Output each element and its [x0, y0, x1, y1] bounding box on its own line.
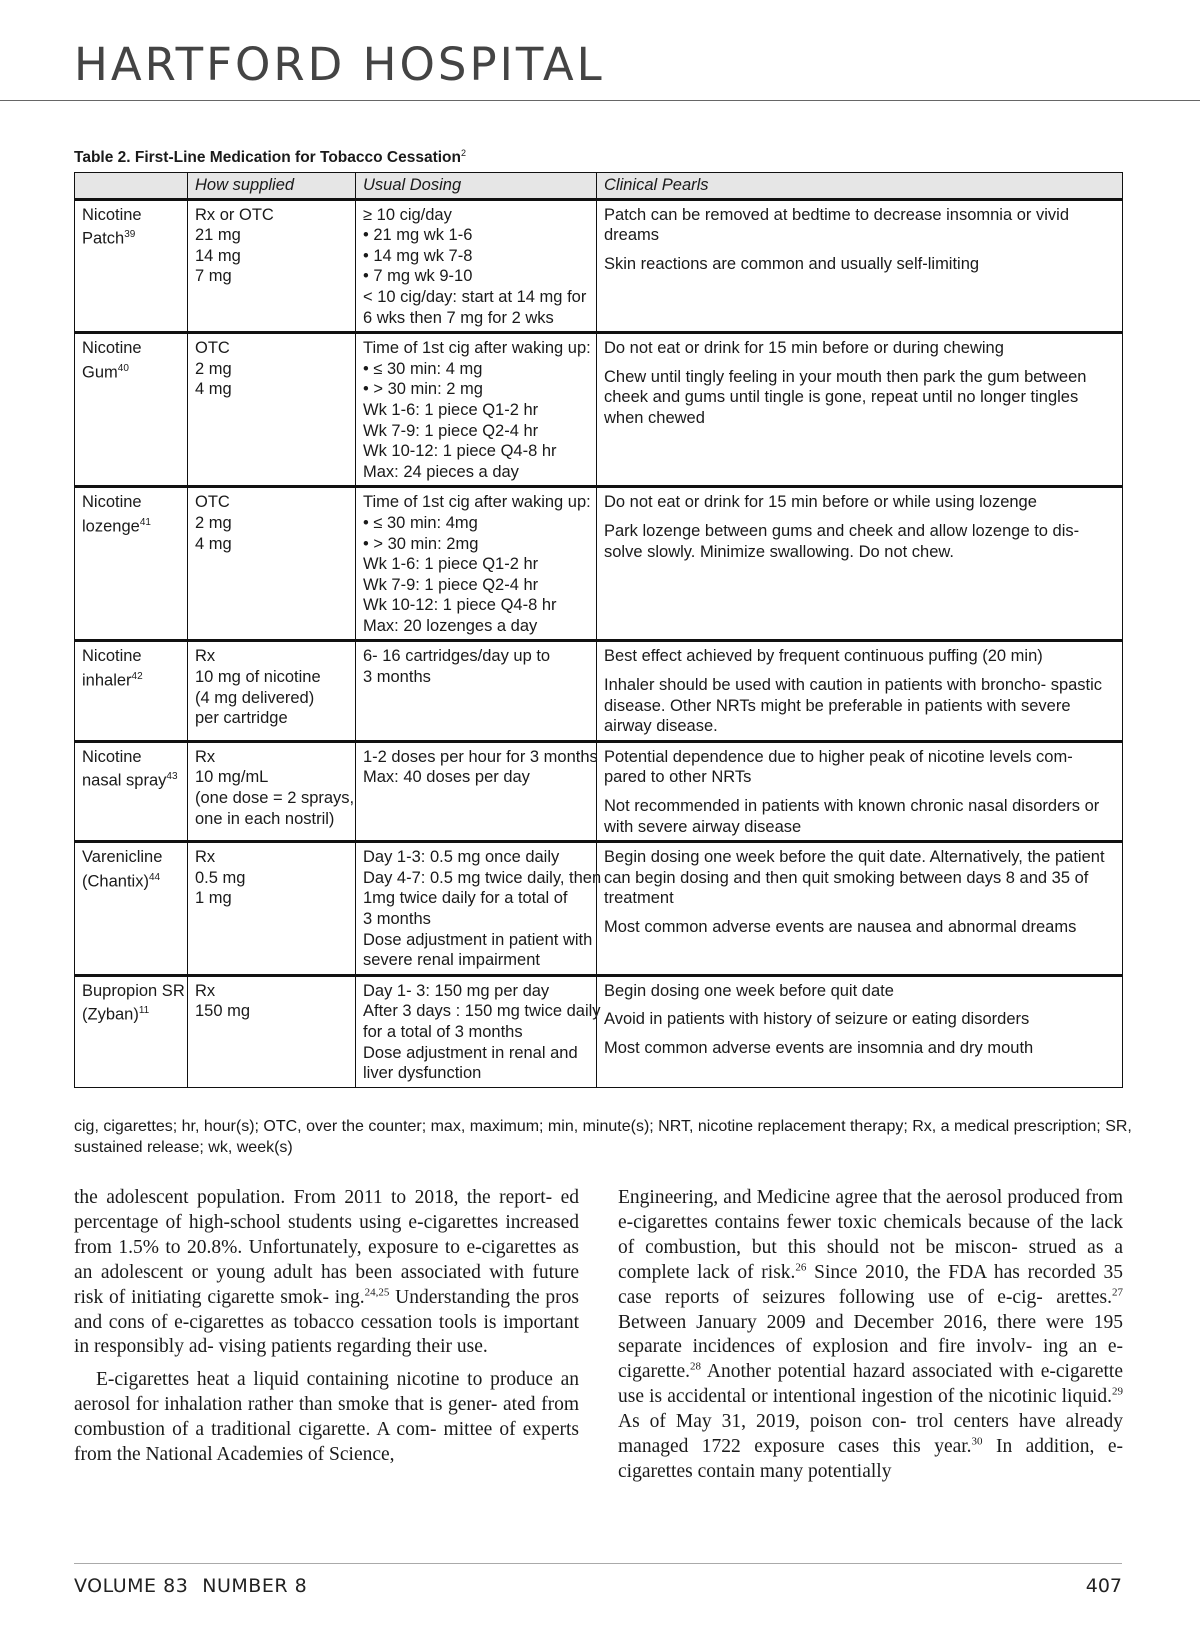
clinical-pearl: Begin dosing one week before quit date: [604, 981, 894, 1000]
supplied-line: 2 mg: [195, 513, 232, 532]
dosing-line: for a total of 3 months: [363, 1022, 523, 1041]
header-rule: [0, 100, 1200, 101]
drug-cell: [75, 333, 188, 487]
supplied-line: 7 mg: [195, 267, 232, 286]
dosing-line: < 10 cig/day: start at 14 mg for: [363, 287, 587, 306]
citation-ref: 26: [795, 1261, 807, 1274]
footer-volume-info: [74, 1575, 307, 1597]
drug-ref: 43: [166, 771, 178, 783]
body-column-left: [74, 1186, 579, 1468]
drug-name-line: [82, 847, 180, 868]
drug-name-line: [82, 981, 185, 1002]
drug-name-line: [82, 667, 180, 691]
body-paragraph: [74, 1186, 579, 1360]
dosing-line: Max: 24 pieces a day: [363, 462, 519, 481]
drug-name-line: [82, 513, 180, 537]
drug-name-text: nasal spray: [82, 771, 167, 790]
dosing-line: Max: 40 doses per day: [363, 768, 530, 787]
header-drug: [75, 173, 188, 200]
pearls-cell: [597, 975, 1123, 1087]
clinical-pearl: Potential dependence due to higher peak of nicotine levels com- pared to other NRTs: [604, 747, 1073, 787]
clinical-pearl: Not recommended in patients with known chronic nasal disorders or with severe airway disease: [604, 797, 1100, 836]
body-paragraph: [618, 1186, 1123, 1485]
drug-name-line: [82, 1001, 180, 1025]
supplied-cell: [188, 741, 356, 841]
drug-name-text: Bupropion SR: [82, 981, 185, 1000]
clinical-pearl: Inhaler should be used with caution in patients with broncho- spastic disease. Other NRTs might be preferable in patients with severe airway disease.: [604, 676, 1103, 736]
supplied-line: (4 mg delivered): [195, 688, 315, 707]
dosing-line: • > 30 min: 2mg: [363, 534, 479, 553]
drug-cell: [75, 842, 188, 976]
dosing-line: Wk 10-12: 1 piece Q4-8 hr: [363, 596, 557, 615]
body-text: Engineering, and Medicine agree that the aerosol produced from e-cigarettes contains fewer toxic chemicals because of the lack of combustion, but this should not be miscon- strued as a complete lack of risk.: [618, 1187, 1123, 1283]
clinical-pearl: Most common adverse events are insomnia and dry mouth: [604, 1038, 1034, 1057]
body-text: In addition, e-cigarettes contain many potentially: [618, 1436, 1123, 1482]
dosing-cell: [356, 741, 597, 841]
drug-name-text: (Chantix): [82, 872, 149, 891]
supplied-cell: [188, 842, 356, 976]
drug-name-line: [82, 747, 180, 768]
table-row: [75, 975, 1123, 1087]
drug-name-text: Nicotine: [82, 205, 142, 224]
medication-table: [74, 172, 1123, 1088]
table-row: [75, 741, 1123, 841]
clinical-pearl: Begin dosing one week before the quit date. Alternatively, the patient can begin dosing and then quit smoking between days 8 and 35 of treatment: [604, 848, 1105, 908]
dosing-line: Day 1- 3: 150 mg per day: [363, 981, 550, 1000]
body-text: As of May 31, 2019, poison con- trol centers have already managed 1722 exposure cases this year.: [618, 1411, 1123, 1458]
supplied-line: 150 mg: [195, 1002, 251, 1021]
table-row: [75, 641, 1123, 741]
clinical-pearl: Do not eat or drink for 15 min before or while using lozenge: [604, 493, 1037, 512]
drug-name-text: Patch: [82, 229, 125, 248]
dosing-line: 6 wks then 7 mg for 2 wks: [363, 308, 554, 327]
dosing-cell: [356, 199, 597, 333]
dosing-line: Wk 10-12: 1 piece Q4-8 hr: [363, 442, 557, 461]
table-caption-text: Table 2. First-Line Medication for Tobacco Cessation: [74, 149, 461, 167]
body-text: Understanding the pros and cons of e-cigarettes as tobacco cessation tools is important in responsibly ad- vising patients regarding their use.: [74, 1286, 579, 1358]
table-caption-ref: 2: [461, 148, 467, 158]
drug-ref: 39: [124, 229, 136, 241]
citation-ref: 24,25: [364, 1286, 390, 1299]
dosing-line: severe renal impairment: [363, 951, 540, 970]
clinical-pearl: Chew until tingly feeling in your mouth then park the gum between cheek and gums until tingle is gone, repeat until no longer tingles when chewed: [604, 367, 1087, 427]
drug-ref: 44: [148, 871, 161, 883]
drug-name-text: Nicotine: [82, 647, 142, 666]
dosing-line: Day 4-7: 0.5 mg twice daily, then: [363, 868, 602, 887]
drug-ref: 41: [139, 516, 151, 528]
citation-ref: 28: [690, 1360, 701, 1373]
drug-name-line: [82, 205, 180, 226]
drug-name-line: [82, 868, 180, 892]
dosing-line: Dose adjustment in renal and: [363, 1043, 578, 1062]
supplied-line: one in each nostril): [195, 809, 335, 828]
dosing-line: Time of 1st cig after waking up:: [363, 339, 591, 358]
drug-name-text: lozenge: [82, 517, 140, 536]
drug-name-line: [82, 338, 180, 359]
dosing-line: 1-2 doses per hour for 3 months: [363, 747, 598, 766]
dosing-line: Max: 20 lozenges a day: [363, 616, 538, 635]
body-text: E-cigarettes heat a liquid containing nicotine to produce an aerosol for inhalation rather than smoke that is gener- ated from combustion of a traditional cigarette. A com- mittee of experts from the National Academies of Science,: [74, 1369, 579, 1466]
dosing-line: • ≤ 30 min: 4mg: [363, 513, 478, 532]
clinical-pearl: Best effect achieved by frequent continuous puffing (20 min): [604, 647, 1043, 666]
citation-ref: 27: [1112, 1286, 1123, 1299]
dosing-line: • 7 mg wk 9-10: [363, 267, 473, 286]
dosing-line: After 3 days : 150 mg twice daily: [363, 1002, 601, 1021]
pearls-cell: [597, 199, 1123, 333]
table-row: [75, 842, 1123, 976]
page-number: 407: [1085, 1575, 1122, 1597]
supplied-cell: [188, 641, 356, 741]
supplied-line: 10 mg/mL: [195, 768, 269, 787]
supplied-line: Rx: [195, 747, 216, 766]
supplied-cell: [188, 975, 356, 1087]
drug-name-line: [82, 767, 180, 791]
table-row: [75, 333, 1123, 487]
dosing-line: • 14 mg wk 7-8: [363, 246, 473, 265]
drug-ref: 40: [117, 362, 129, 374]
supplied-cell: [188, 199, 356, 333]
dosing-line: 1mg twice daily for a total of: [363, 889, 568, 908]
clinical-pearl: Park lozenge between gums and cheek and allow lozenge to dis- solve slowly. Minimize swallowing. Do not chew.: [604, 521, 1080, 561]
drug-cell: [75, 487, 188, 641]
dosing-line: Dose adjustment in patient with: [363, 930, 593, 949]
header-how-supplied: How supplied: [188, 173, 356, 200]
footer-rule: [74, 1563, 1122, 1564]
clinical-pearl: Do not eat or drink for 15 min before or during chewing: [604, 339, 1004, 358]
drug-name-text: Gum: [82, 363, 118, 382]
citation-ref: 30: [971, 1435, 983, 1448]
dosing-line: • > 30 min: 2 mg: [363, 380, 483, 399]
supplied-line: Rx: [195, 848, 216, 867]
supplied-line: 0.5 mg: [195, 868, 246, 887]
dosing-line: 3 months: [363, 910, 431, 928]
drug-name-line: [82, 225, 180, 249]
supplied-line: OTC: [195, 339, 230, 358]
header-usual-dosing: Usual Dosing: [356, 173, 597, 200]
dosing-line: Wk 7-9: 1 piece Q2-4 hr: [363, 421, 539, 440]
supplied-line: 21 mg: [195, 226, 241, 245]
supplied-line: 1 mg: [195, 889, 232, 908]
supplied-line: 4 mg: [195, 380, 232, 399]
pearls-cell: [597, 842, 1123, 976]
footer-number: NUMBER 8: [202, 1575, 308, 1597]
dosing-line: Time of 1st cig after waking up:: [363, 493, 591, 512]
drug-name-text: Nicotine: [82, 339, 142, 358]
drug-name-line: [82, 359, 180, 383]
drug-name-line: [82, 492, 180, 513]
body-text: Another potential hazard associated with e-cigarette use is accidental or intentional ingestion of the nicotinic liquid.: [618, 1361, 1123, 1408]
table-body: [75, 199, 1123, 1087]
drug-cell: [75, 641, 188, 741]
supplied-line: 2 mg: [195, 359, 232, 378]
journal-title: HARTFORD HOSPITAL: [74, 38, 605, 91]
dosing-line: Day 1-3: 0.5 mg once daily: [363, 848, 560, 867]
body-text: Between January 2009 and December 2016, there were 195 separate incidences of explosion and fire involv- ing an e-cigarette.: [618, 1311, 1123, 1383]
drug-name-text: Nicotine: [82, 747, 142, 766]
table-header-row: [75, 173, 1123, 200]
body-column-right: [618, 1186, 1123, 1485]
clinical-pearl: Skin reactions are common and usually self-limiting: [604, 254, 980, 273]
supplied-line: (one dose = 2 sprays,: [195, 789, 355, 808]
dosing-line: • 21 mg wk 1-6: [363, 226, 473, 245]
supplied-cell: [188, 333, 356, 487]
dosing-cell: [356, 333, 597, 487]
drug-name-line: [82, 646, 180, 667]
drug-ref: 42: [131, 671, 143, 683]
body-text: Since 2010, the FDA has recorded 35 case reports of seizures following use of e-cig- arettes.: [618, 1261, 1123, 1308]
dosing-line: Wk 7-9: 1 piece Q2-4 hr: [363, 575, 539, 594]
table-footnote: cig, cigarettes; hr, hour(s); OTC, over the counter; max, maximum; min, minute(s); NRT, nicotine replacement therapy; Rx, a medical prescription; SR, sustained release; wk, week(s): [74, 1118, 1132, 1156]
supplied-line: 10 mg of nicotine: [195, 668, 321, 687]
dosing-line: Wk 1-6: 1 piece Q1-2 hr: [363, 555, 539, 574]
pearls-cell: [597, 487, 1123, 641]
supplied-line: 14 mg: [195, 246, 241, 265]
drug-name-text: Nicotine: [82, 493, 142, 512]
clinical-pearl: Most common adverse events are nausea and abnormal dreams: [604, 918, 1077, 936]
table-caption: [74, 148, 466, 167]
drug-name-text: Varenicline: [82, 848, 163, 867]
drug-ref: 11: [138, 1005, 150, 1017]
body-paragraph: [74, 1368, 579, 1468]
dosing-cell: [356, 641, 597, 741]
supplied-line: per cartridge: [195, 709, 288, 728]
dosing-line: • ≤ 30 min: 4 mg: [363, 359, 483, 378]
supplied-line: Rx: [195, 981, 216, 1000]
drug-cell: [75, 741, 188, 841]
dosing-line: liver dysfunction: [363, 1064, 482, 1083]
dosing-line: 6- 16 cartridges/day up to: [363, 647, 551, 666]
citation-ref: 29: [1112, 1385, 1123, 1398]
supplied-cell: [188, 487, 356, 641]
supplied-line: 4 mg: [195, 534, 232, 553]
clinical-pearl: Patch can be removed at bedtime to decrease insomnia or vivid dreams: [604, 205, 1069, 245]
drug-name-text: (Zyban): [82, 1005, 139, 1024]
dosing-cell: [356, 842, 602, 976]
dosing-cell: [356, 975, 601, 1087]
supplied-line: Rx: [195, 647, 216, 666]
drug-cell: [75, 199, 188, 333]
clinical-pearl: Avoid in patients with history of seizure or eating disorders: [604, 1010, 1030, 1029]
body-text: the adolescent population. From 2011 to 2018, the report- ed percentage of high-school students using e-cigarettes increased from 1.5% to 20.8%. Unfortunately, exposure to e-cigarettes as an adolescent or young adult has been associated with future risk of initiating cigarette smok- ing.: [74, 1187, 579, 1308]
dosing-line: ≥ 10 cig/day: [363, 205, 452, 224]
pearls-cell: [597, 333, 1123, 487]
drug-cell: [75, 975, 188, 1087]
supplied-line: Rx or OTC: [195, 205, 274, 224]
footer-volume: VOLUME 83: [74, 1575, 189, 1597]
dosing-cell: [356, 487, 597, 641]
dosing-line: 3 months: [363, 668, 431, 687]
table-row: [75, 199, 1123, 333]
pearls-cell: [597, 741, 1123, 841]
dosing-line: Wk 1-6: 1 piece Q1-2 hr: [363, 400, 539, 419]
supplied-line: OTC: [195, 493, 230, 512]
header-clinical-pearls: Clinical Pearls: [597, 173, 1123, 200]
drug-name-text: inhaler: [82, 671, 132, 690]
table-row: [75, 487, 1123, 641]
pearls-cell: [597, 641, 1123, 741]
